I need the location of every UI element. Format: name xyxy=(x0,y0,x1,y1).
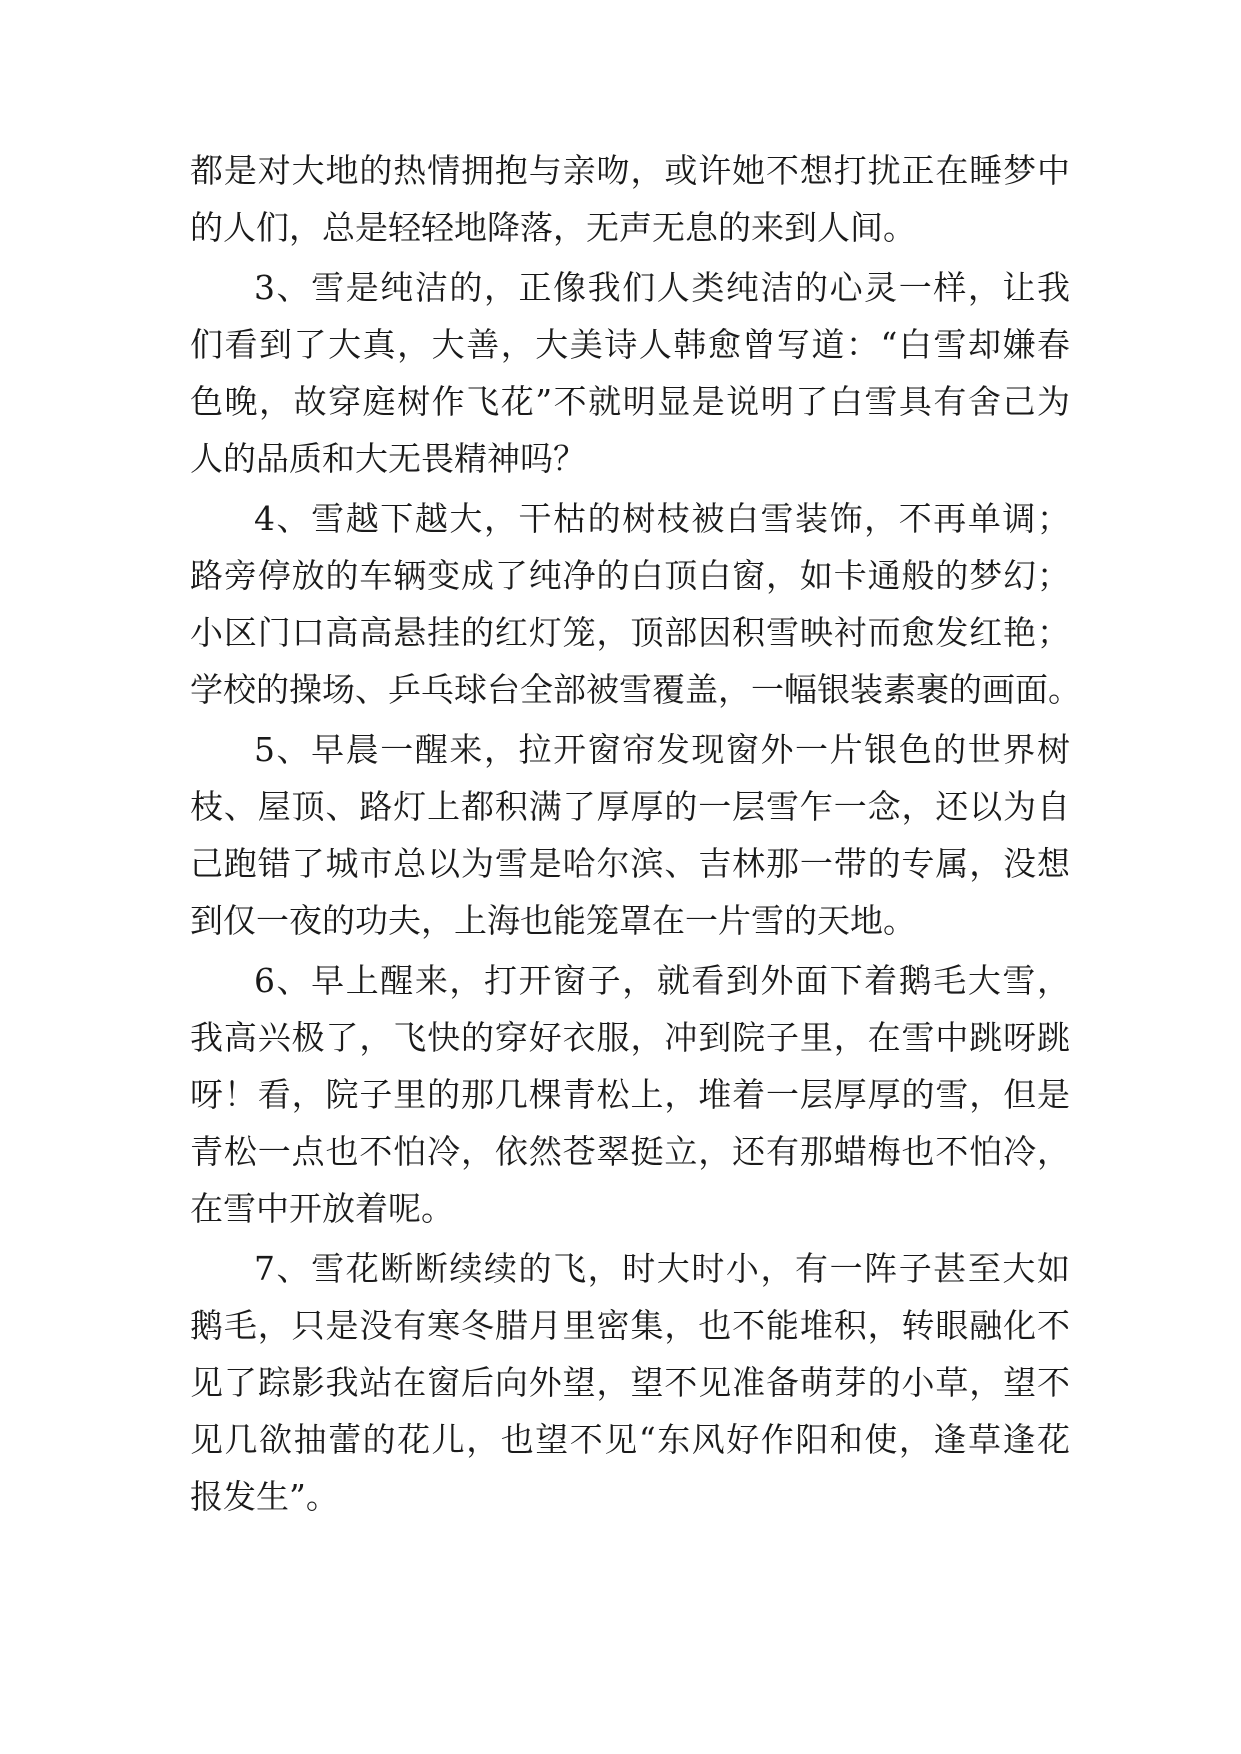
text-line: 6、早上醒来，打开窗子，就看到外面下着鹅毛大雪， xyxy=(254,961,1070,1000)
text-line: 4、雪越下越大，干枯的树枝被白雪装饰，不再单调； xyxy=(254,499,1070,538)
text-line: 我高兴极了，飞快的穿好衣服，冲到院子里，在雪中跳呀跳 xyxy=(190,1018,1070,1057)
text-line: 在雪中开放着呢。 xyxy=(190,1189,454,1228)
text-line: 5、早晨一醒来，拉开窗帘发现窗外一片银色的世界树 xyxy=(254,730,1070,769)
text-line: 们看到了大真，大善，大美诗人韩愈曾写道：“白雪却嫌春 xyxy=(190,325,1070,364)
text-line: 到仅一夜的功夫，上海也能笼罩在一片雪的天地。 xyxy=(190,901,916,940)
text-line: 报发生”。 xyxy=(190,1477,339,1516)
text-line: 路旁停放的车辆变成了纯净的白顶白窗，如卡通般的梦幻； xyxy=(190,556,1070,595)
text-line: 的人们，总是轻轻地降落，无声无息的来到人间。 xyxy=(190,208,916,247)
text-line: 都是对大地的热情拥抱与亲吻，或许她不想打扰正在睡梦中 xyxy=(190,151,1070,190)
text-line: 3、雪是纯洁的，正像我们人类纯洁的心灵一样，让我 xyxy=(254,268,1070,307)
text-line: 青松一点也不怕冷，依然苍翠挺立，还有那蜡梅也不怕冷， xyxy=(190,1132,1070,1171)
text-line: 枝、屋顶、路灯上都积满了厚厚的一层雪乍一念，还以为自 xyxy=(190,787,1070,826)
text-line: 人的品质和大无畏精神吗？ xyxy=(190,439,586,478)
text-line: 小区门口高高悬挂的红灯笼，顶部因积雪映衬而愈发红艳； xyxy=(190,613,1070,652)
text-line: 7、雪花断断续续的飞，时大时小，有一阵子甚至大如 xyxy=(254,1249,1070,1288)
text-line: 呀！看，院子里的那几棵青松上，堆着一层厚厚的雪，但是 xyxy=(190,1075,1070,1114)
text-line: 鹅毛，只是没有寒冬腊月里密集，也不能堆积，转眼融化不 xyxy=(190,1306,1070,1345)
text-line: 学校的操场、乒乓球台全部被雪覆盖，一幅银装素裹的画面。 xyxy=(190,670,1081,709)
text-line: 见几欲抽蕾的花儿，也望不见“东风好作阳和使，逢草逢花 xyxy=(190,1420,1070,1459)
text-line: 己跑错了城市总以为雪是哈尔滨、吉林那一带的专属，没想 xyxy=(190,844,1070,883)
text-line: 见了踪影我站在窗后向外望，望不见准备萌芽的小草，望不 xyxy=(190,1363,1070,1402)
text-line: 色晚，故穿庭树作飞花”不就明显是说明了白雪具有舍己为 xyxy=(190,382,1070,421)
